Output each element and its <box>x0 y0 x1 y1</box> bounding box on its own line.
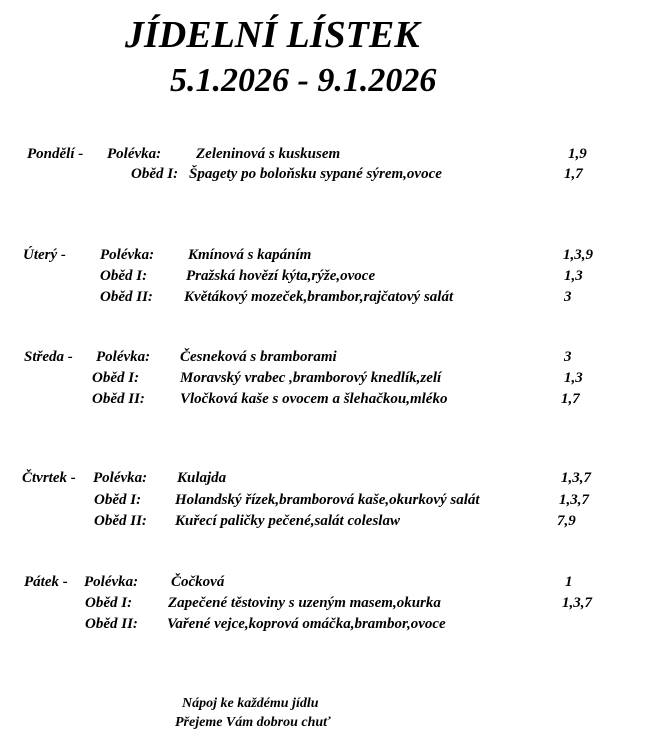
meal-label: Oběd II: <box>85 616 138 632</box>
day-label: Čtvrtek - <box>22 470 76 486</box>
dish-name: Vločková kaše s ovocem a šlehačkou,mléko <box>180 391 448 407</box>
allergens: 7,9 <box>557 513 576 529</box>
dish-name: Zeleninová s kuskusem <box>196 146 341 162</box>
dish-name: Kmínová s kapáním <box>188 247 312 263</box>
meal-label: Oběd I: <box>85 595 133 611</box>
allergens: 1,3 <box>564 268 583 284</box>
meal-label: Polévka: <box>96 349 151 365</box>
allergens: 1,7 <box>561 391 580 407</box>
meal-label: Oběd I: <box>92 370 140 386</box>
allergens: 1,3,7 <box>559 492 589 508</box>
allergens: 1,3,7 <box>561 470 591 486</box>
allergens: 3 <box>564 349 572 365</box>
dish-name: Vařené vejce,koprová omáčka,brambor,ovoce <box>167 616 446 632</box>
meal-label: Oběd II: <box>100 289 153 305</box>
allergens: 1,7 <box>564 166 583 182</box>
dish-name: Kuřecí paličky pečené,salát coleslaw <box>175 513 400 529</box>
day-label: Pondělí - <box>27 146 84 162</box>
dish-name: Kulajda <box>177 470 227 486</box>
footer-wish: Přejeme Vám dobrou chuť <box>175 715 331 730</box>
date-range: 5.1.2026 - 9.1.2026 <box>170 62 437 99</box>
day-label: Pátek - <box>24 574 68 590</box>
dish-name: Moravský vrabec ,bramborový knedlík,zelí <box>180 370 442 386</box>
day-label: Úterý - <box>23 247 66 263</box>
allergens: 1,3,9 <box>563 247 593 263</box>
meal-label: Oběd II: <box>94 513 147 529</box>
meal-label: Oběd I: <box>131 166 179 182</box>
meal-label: Polévka: <box>84 574 139 590</box>
footer-drink-note: Nápoj ke každému jídlu <box>182 696 319 711</box>
dish-name: Pražská hovězí kýta,rýže,ovoce <box>186 268 376 284</box>
meal-label: Polévka: <box>107 146 162 162</box>
allergens: 1,3 <box>564 370 583 386</box>
page-title: JÍDELNÍ LÍSTEK <box>125 14 420 56</box>
dish-name: Česneková s bramborami <box>180 349 337 365</box>
day-label: Středa - <box>24 349 73 365</box>
meal-label: Polévka: <box>100 247 155 263</box>
allergens: 1,9 <box>568 146 587 162</box>
dish-name: Špagety po boloňsku sypané sýrem,ovoce <box>189 166 442 182</box>
allergens: 1,3,7 <box>562 595 592 611</box>
dish-name: Čočková <box>171 574 225 590</box>
allergens: 1 <box>565 574 573 590</box>
meal-label: Oběd I: <box>94 492 142 508</box>
meal-label: Oběd I: <box>100 268 148 284</box>
dish-name: Zapečené těstoviny s uzeným masem,okurka <box>168 595 441 611</box>
dish-name: Holandský řízek,bramborová kaše,okurkový salát <box>175 492 480 508</box>
dish-name: Květákový mozeček,brambor,rajčatový salát <box>184 289 454 305</box>
allergens: 3 <box>564 289 572 305</box>
meal-label: Oběd II: <box>92 391 145 407</box>
meal-label: Polévka: <box>93 470 148 486</box>
